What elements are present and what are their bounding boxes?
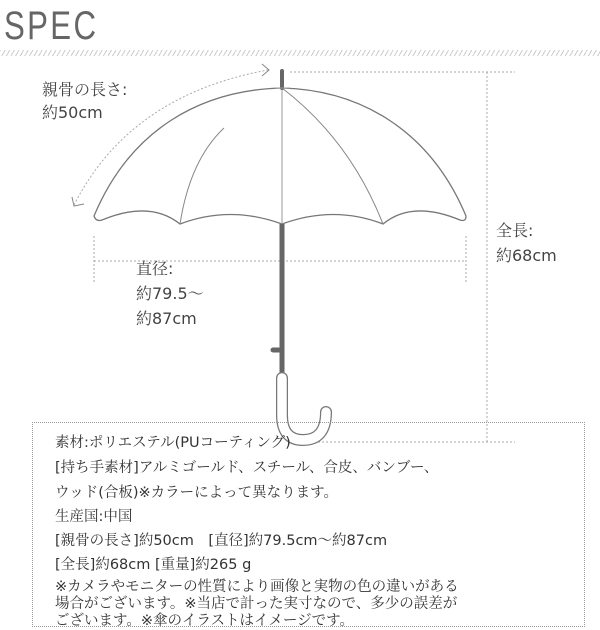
page-title: SPEC: [4, 4, 99, 48]
spec-line: ウッド(合板)※カラーによって異なります。: [55, 485, 339, 501]
total-length-label: [496, 218, 557, 268]
diameter-value-2: 約87cm: [136, 309, 197, 328]
spec-line: 生産国:中国: [55, 509, 133, 525]
rib-label-text: 親骨の長さ:: [42, 80, 128, 99]
rib-value-text: 約50cm: [42, 103, 103, 122]
length-label-text: 全長:: [496, 221, 534, 240]
spec-box: [32, 422, 585, 627]
spec-note: 場合がございます。※当店で計った実寸なので、多少の誤差が: [55, 596, 458, 612]
diameter-label: [136, 256, 204, 331]
length-value-text: 約68cm: [496, 246, 557, 265]
spec-note: ございます。※傘のイラストはイメージです。: [55, 613, 354, 629]
arrow-head-bottom: [72, 197, 84, 206]
spec-line: [全長]約68cm [重量]約265 g: [55, 557, 252, 573]
diameter-label-text: 直径:: [136, 259, 174, 278]
spec-line: [持ち手素材]アルミゴールド、スチール、合皮、バンブー、: [55, 460, 439, 476]
spec-line: 素材:ポリエステル(PUコーティング): [55, 435, 291, 451]
spec-line: [親骨の長さ]約50cm [直径]約79.5cm〜約87cm: [55, 533, 388, 549]
spec-note: ※カメラやモニターの性質により画像と実物の色の違いがある: [55, 579, 459, 595]
rib-length-label: [42, 78, 127, 124]
diameter-value-1: 約79.5〜: [136, 284, 204, 303]
umbrella-canopy: [94, 88, 466, 224]
